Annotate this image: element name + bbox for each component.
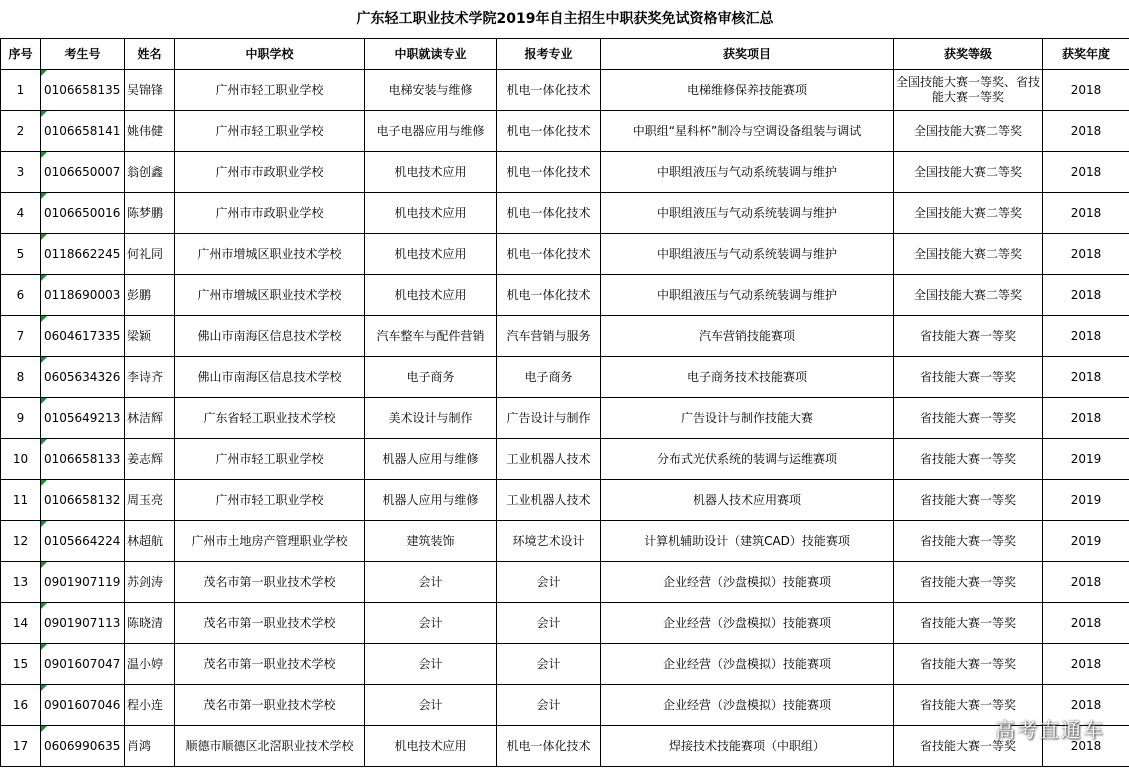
cell-award-item: 广告设计与制作技能大赛 (601, 398, 894, 439)
cell-name: 陈晓清 (125, 603, 175, 644)
cell-award-item: 企业经营（沙盘模拟）技能赛项 (601, 644, 894, 685)
cell-name: 温小婷 (125, 644, 175, 685)
cell-index: 1 (1, 70, 41, 111)
cell-exam-id: 0106650007 (41, 152, 125, 193)
cell-award-level: 省技能大赛一等奖 (894, 603, 1043, 644)
cell-school-major: 机电技术应用 (365, 275, 497, 316)
cell-award-level: 省技能大赛一等奖 (894, 521, 1043, 562)
cell-index: 9 (1, 398, 41, 439)
cell-exam-id: 0604617335 (41, 316, 125, 357)
cell-applied-major: 汽车营销与服务 (497, 316, 601, 357)
cell-applied-major: 机电一体化技术 (497, 234, 601, 275)
cell-index: 7 (1, 316, 41, 357)
cell-award-level: 省技能大赛一等奖 (894, 726, 1043, 767)
cell-school: 广州市增城区职业技术学校 (175, 275, 365, 316)
table-row (1, 644, 1129, 685)
table-row (1, 70, 1129, 111)
cell-award-level: 省技能大赛一等奖 (894, 316, 1043, 357)
cell-index: 13 (1, 562, 41, 603)
cell-name: 陈梦鹏 (125, 193, 175, 234)
cell-school: 广州市轻工职业学校 (175, 480, 365, 521)
cell-award-level: 省技能大赛一等奖 (894, 562, 1043, 603)
cell-award-item: 企业经营（沙盘模拟）技能赛项 (601, 603, 894, 644)
cell-exam-id: 0901607046 (41, 685, 125, 726)
cell-award-item: 焊接技术技能赛项（中职组） (601, 726, 894, 767)
cell-school-major: 会计 (365, 685, 497, 726)
cell-school: 广州市市政职业学校 (175, 152, 365, 193)
header-applied-major: 报考专业 (497, 39, 601, 70)
cell-award-item: 计算机辅助设计（建筑CAD）技能赛项 (601, 521, 894, 562)
cell-applied-major: 会计 (497, 685, 601, 726)
cell-applied-major: 机电一体化技术 (497, 70, 601, 111)
cell-school-major: 电子商务 (365, 357, 497, 398)
cell-school-major: 建筑装饰 (365, 521, 497, 562)
cell-award-year: 2018 (1043, 234, 1129, 275)
cell-school-major: 机电技术应用 (365, 726, 497, 767)
cell-award-level: 省技能大赛一等奖 (894, 685, 1043, 726)
cell-school-major: 机器人应用与维修 (365, 439, 497, 480)
cell-school: 广州市增城区职业技术学校 (175, 234, 365, 275)
cell-award-year: 2018 (1043, 603, 1129, 644)
cell-exam-id: 0901907113 (41, 603, 125, 644)
table-row (1, 357, 1129, 398)
cell-applied-major: 会计 (497, 603, 601, 644)
cell-award-level: 全国技能大赛二等奖 (894, 193, 1043, 234)
table-row (1, 398, 1129, 439)
cell-school: 茂名市第一职业技术学校 (175, 685, 365, 726)
cell-award-year: 2018 (1043, 685, 1129, 726)
cell-applied-major: 会计 (497, 644, 601, 685)
cell-school-major: 会计 (365, 562, 497, 603)
cell-award-level: 省技能大赛一等奖 (894, 357, 1043, 398)
header-name: 姓名 (125, 39, 175, 70)
table-row (1, 521, 1129, 562)
cell-name: 周玉亮 (125, 480, 175, 521)
table-row (1, 685, 1129, 726)
cell-school: 茂名市第一职业技术学校 (175, 603, 365, 644)
cell-exam-id: 0106658135 (41, 70, 125, 111)
cell-exam-id: 0106658141 (41, 111, 125, 152)
cell-award-level: 省技能大赛一等奖 (894, 439, 1043, 480)
cell-award-year: 2018 (1043, 357, 1129, 398)
cell-school: 广州市轻工职业学校 (175, 439, 365, 480)
cell-applied-major: 环境艺术设计 (497, 521, 601, 562)
cell-award-item: 电梯维修保养技能赛项 (601, 70, 894, 111)
table-row (1, 726, 1129, 767)
cell-index: 5 (1, 234, 41, 275)
table-row (1, 111, 1129, 152)
cell-name: 何礼同 (125, 234, 175, 275)
cell-exam-id: 0118690003 (41, 275, 125, 316)
cell-name: 姜志辉 (125, 439, 175, 480)
cell-award-year: 2018 (1043, 111, 1129, 152)
cell-exam-id: 0901607047 (41, 644, 125, 685)
cell-award-level: 全国技能大赛二等奖 (894, 152, 1043, 193)
cell-school: 顺德市顺德区北滘职业技术学校 (175, 726, 365, 767)
cell-award-year: 2019 (1043, 439, 1129, 480)
cell-award-year: 2018 (1043, 316, 1129, 357)
cell-applied-major: 工业机器人技术 (497, 439, 601, 480)
cell-school-major: 会计 (365, 644, 497, 685)
cell-index: 14 (1, 603, 41, 644)
cell-applied-major: 机电一体化技术 (497, 111, 601, 152)
header-exam-id: 考生号 (41, 39, 125, 70)
cell-school-major: 美术设计与制作 (365, 398, 497, 439)
cell-school-major: 机电技术应用 (365, 234, 497, 275)
cell-applied-major: 广告设计与制作 (497, 398, 601, 439)
cell-name: 姚伟健 (125, 111, 175, 152)
cell-applied-major: 电子商务 (497, 357, 601, 398)
cell-name: 彭鹏 (125, 275, 175, 316)
cell-award-item: 企业经营（沙盘模拟）技能赛项 (601, 685, 894, 726)
header-award-year: 获奖年度 (1043, 39, 1129, 70)
header-award-level: 获奖等级 (894, 39, 1043, 70)
table-row (1, 234, 1129, 275)
title-row (1, 0, 1129, 39)
cell-index: 4 (1, 193, 41, 234)
cell-index: 8 (1, 357, 41, 398)
cell-name: 梁颖 (125, 316, 175, 357)
cell-school-major: 机电技术应用 (365, 152, 497, 193)
cell-award-year: 2019 (1043, 480, 1129, 521)
cell-name: 林超航 (125, 521, 175, 562)
cell-school-major: 电子电器应用与维修 (365, 111, 497, 152)
cell-name: 吴锦锋 (125, 70, 175, 111)
cell-award-year: 2018 (1043, 275, 1129, 316)
cell-school: 茂名市第一职业技术学校 (175, 562, 365, 603)
table-row (1, 480, 1129, 521)
cell-name: 程小连 (125, 685, 175, 726)
cell-applied-major: 机电一体化技术 (497, 193, 601, 234)
cell-award-level: 全国技能大赛二等奖 (894, 111, 1043, 152)
cell-school: 佛山市南海区信息技术学校 (175, 316, 365, 357)
cell-index: 10 (1, 439, 41, 480)
header-award-item: 获奖项目 (601, 39, 894, 70)
cell-school-major: 电梯安装与维修 (365, 70, 497, 111)
cell-exam-id: 0106658132 (41, 480, 125, 521)
cell-name: 肖鸿 (125, 726, 175, 767)
cell-school: 茂名市第一职业技术学校 (175, 644, 365, 685)
cell-index: 16 (1, 685, 41, 726)
cell-award-item: 中职组液压与气动系统装调与维护 (601, 152, 894, 193)
cell-applied-major: 会计 (497, 562, 601, 603)
cell-index: 12 (1, 521, 41, 562)
cell-exam-id: 0105649213 (41, 398, 125, 439)
cell-index: 2 (1, 111, 41, 152)
table-row (1, 152, 1129, 193)
cell-school: 广州市轻工职业学校 (175, 111, 365, 152)
header-index: 序号 (1, 39, 41, 70)
cell-award-year: 2018 (1043, 398, 1129, 439)
cell-school-major: 会计 (365, 603, 497, 644)
cell-award-level: 全国技能大赛二等奖 (894, 234, 1043, 275)
cell-award-level: 省技能大赛一等奖 (894, 398, 1043, 439)
cell-award-item: 中职组液压与气动系统装调与维护 (601, 234, 894, 275)
cell-award-item: 中职组液压与气动系统装调与维护 (601, 275, 894, 316)
cell-index: 11 (1, 480, 41, 521)
cell-name: 李诗齐 (125, 357, 175, 398)
cell-award-level: 全国技能大赛二等奖 (894, 275, 1043, 316)
cell-exam-id: 0606990635 (41, 726, 125, 767)
cell-exam-id: 0118662245 (41, 234, 125, 275)
cell-name: 翁创鑫 (125, 152, 175, 193)
cell-index: 6 (1, 275, 41, 316)
header-school-major: 中职就读专业 (365, 39, 497, 70)
cell-applied-major: 工业机器人技术 (497, 480, 601, 521)
cell-award-year: 2019 (1043, 521, 1129, 562)
cell-award-year: 2018 (1043, 562, 1129, 603)
cell-exam-id: 0105664224 (41, 521, 125, 562)
cell-school-major: 机电技术应用 (365, 193, 497, 234)
header-row (1, 39, 1129, 70)
table-row (1, 603, 1129, 644)
table-row (1, 275, 1129, 316)
cell-applied-major: 机电一体化技术 (497, 275, 601, 316)
cell-applied-major: 机电一体化技术 (497, 152, 601, 193)
cell-school: 广州市土地房产管理职业学校 (175, 521, 365, 562)
cell-award-item: 汽车营销技能赛项 (601, 316, 894, 357)
cell-exam-id: 0605634326 (41, 357, 125, 398)
cell-award-item: 分布式光伏系统的装调与运维赛项 (601, 439, 894, 480)
cell-award-item: 企业经营（沙盘模拟）技能赛项 (601, 562, 894, 603)
cell-applied-major: 机电一体化技术 (497, 726, 601, 767)
cell-award-year: 2018 (1043, 644, 1129, 685)
cell-school-major: 机器人应用与维修 (365, 480, 497, 521)
cell-school: 佛山市南海区信息技术学校 (175, 357, 365, 398)
cell-award-level: 省技能大赛一等奖 (894, 644, 1043, 685)
cell-award-item: 机器人技术应用赛项 (601, 480, 894, 521)
cell-school: 广东省轻工职业技术学校 (175, 398, 365, 439)
cell-award-item: 中职组液压与气动系统装调与维护 (601, 193, 894, 234)
cell-exam-id: 0901907119 (41, 562, 125, 603)
table-row (1, 193, 1129, 234)
cell-name: 林洁辉 (125, 398, 175, 439)
cell-name: 苏剑涛 (125, 562, 175, 603)
cell-school: 广州市市政职业学校 (175, 193, 365, 234)
cell-award-item: 中职组“星科杯”制冷与空调设备组装与调试 (601, 111, 894, 152)
cell-award-level: 全国技能大赛一等奖、省技能大赛一等奖 (894, 70, 1043, 111)
cell-index: 17 (1, 726, 41, 767)
watermark: 高考直通车 (995, 718, 1105, 742)
cell-award-level: 省技能大赛一等奖 (894, 480, 1043, 521)
table-row (1, 562, 1129, 603)
cell-award-year: 2018 (1043, 152, 1129, 193)
header-school: 中职学校 (175, 39, 365, 70)
cell-school-major: 汽车整车与配件营销 (365, 316, 497, 357)
cell-award-year: 2018 (1043, 726, 1129, 767)
table-row (1, 439, 1129, 480)
cell-award-year: 2018 (1043, 70, 1129, 111)
cell-exam-id: 0106658133 (41, 439, 125, 480)
table-row (1, 316, 1129, 357)
cell-index: 3 (1, 152, 41, 193)
page-title: 广东轻工职业技术学院2019年自主招生中职获奖免试资格审核汇总 (1, 0, 1129, 39)
cell-index: 15 (1, 644, 41, 685)
cell-school: 广州市轻工职业学校 (175, 70, 365, 111)
cell-award-year: 2018 (1043, 193, 1129, 234)
cell-exam-id: 0106650016 (41, 193, 125, 234)
cell-award-item: 电子商务技术技能赛项 (601, 357, 894, 398)
